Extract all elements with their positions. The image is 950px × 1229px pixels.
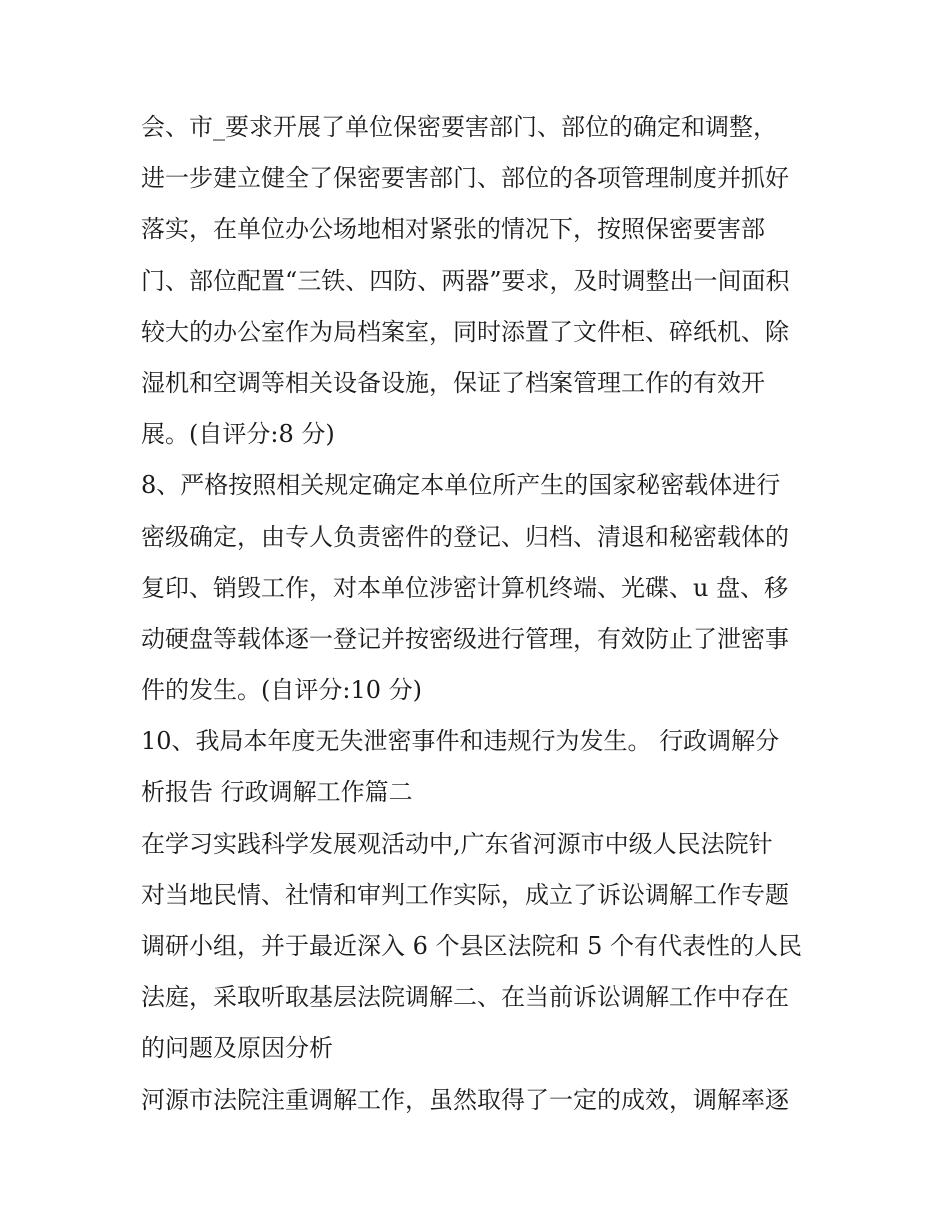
text-line: 在学习实践科学发展观活动中,广东省河源市中级人民法院针 [141, 829, 773, 858]
text-line: 动硬盘等载体逐一登记并按密级进行管理，有效防止了泄密事 [141, 624, 789, 653]
text-line: 对当地民情、社情和审判工作实际，成立了诉讼调解工作专题 [141, 880, 789, 909]
document-body [141, 102, 821, 1126]
text-line: 会、市_要求开展了单位保密要害部门、部位的确定和调整， [141, 113, 777, 141]
text-line: 密级确定，由专人负责密件的登记、归档、清退和秘密载体的 [141, 522, 789, 551]
text-line: 进一步建立健全了保密要害部门、部位的各项管理制度并抓好 [141, 164, 789, 193]
text-line: 8、严格按照相关规定确定本单位所产生的国家秘密载体进行 [141, 471, 781, 500]
text-line: 10、我局本年度无失泄密事件和违规行为发生。 行政调解分 [141, 727, 780, 756]
text-line: 法庭，采取听取基层法院调解二、在当前诉讼调解工作中存在 [141, 983, 789, 1012]
text-line: 件的发生。(自评分:10 分) [141, 676, 422, 705]
text-line: 河源市法院注重调解工作，虽然取得了一定的成效，调解率逐 [141, 1085, 789, 1114]
text-line: 析报告 行政调解工作篇二 [141, 778, 413, 807]
text-line: 落实，在单位办公场地相对紧张的情况下，按照保密要害部 [141, 215, 765, 244]
text-line: 门、部位配置“三铁、四防、两器”要求，及时调整出一间面积 [141, 266, 790, 295]
text-line: 展。(自评分:8 分) [141, 420, 335, 449]
text-line: 的问题及原因分析 [141, 1034, 333, 1063]
text-line: 较大的办公室作为局档案室，同时添置了文件柜、碎纸机、除 [141, 317, 789, 346]
text-line: 复印、销毁工作，对本单位涉密计算机终端、光碟、u 盘、移 [141, 573, 789, 602]
text-line: 湿机和空调等相关设备设施，保证了档案管理工作的有效开 [141, 368, 765, 397]
text-line: 调研小组，并于最近深入 6 个县区法院和 5 个有代表性的人民 [141, 932, 803, 960]
